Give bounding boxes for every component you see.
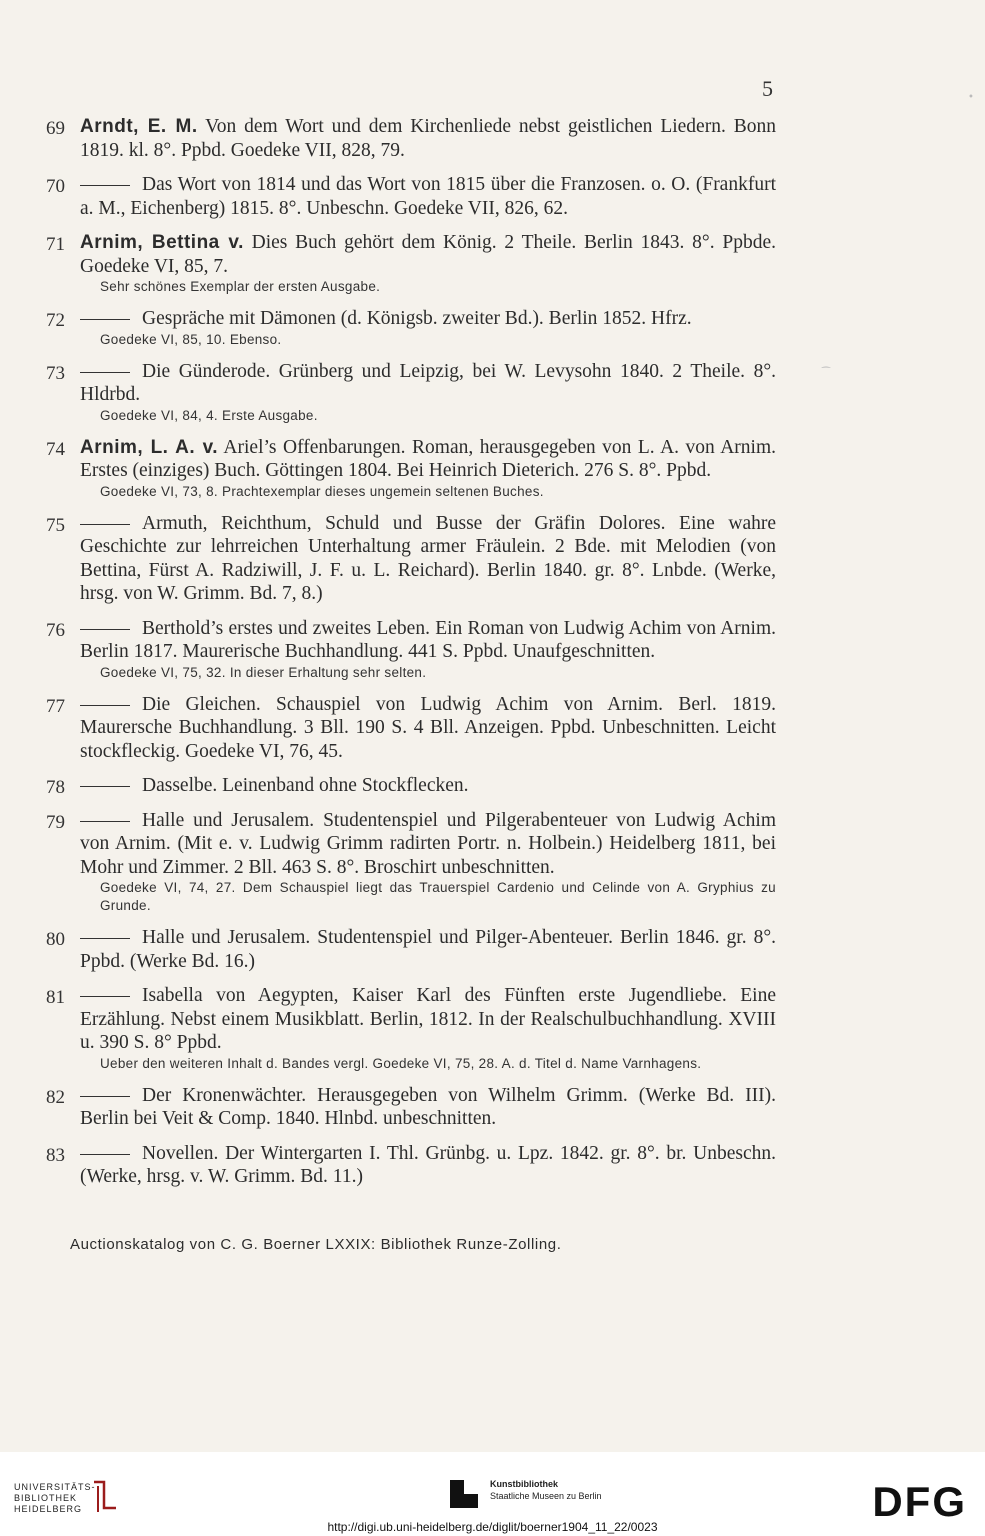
ditto-dash [80,372,130,373]
entry-text: Berthold’s erstes und zweites Leben. Ein Roman von Ludwig Achim von Arnim. Berlin 1817. Maurerische Buchhandlung. 441 S. Ppbd. Unaufgeschnitten. [80,617,776,662]
entry-number: 71 [46,234,65,255]
catalog-entry [46,1142,776,1189]
entry-text: Ariel’s Offenbarungen. Roman, herausgegeben von L. A. von Arnim. Erstes (einziges) Buch. Göttingen 1804. Bei Heinrich Dieterich. 276 S. 8°. Ppbd. [80,436,776,481]
ditto-dash [80,1154,130,1155]
catalog-entry [46,115,776,162]
entry-note: Sehr schönes Exemplar der ersten Ausgabe. [100,279,381,294]
entry-text: Gespräche mit Dämonen (d. Königsb. zweiter Bd.). Berlin 1852. Hfrz. [142,308,692,329]
catalog-entry [46,307,776,349]
entry-note: Goedeke VI, 84, 4. Erste Ausgabe. [100,407,318,423]
catalog-entry [46,774,776,798]
entry-number: 83 [46,1144,65,1166]
catalog-entry [46,512,776,606]
entry-text: Armuth, Reichthum, Schuld und Busse der Gräfin Dolores. Eine wahre Geschichte zur lehrreichen Unterhaltung armer Fräulein. 2 Bde. mit Melodien (von Bettina, Fürst A. Radziwill, J. F. u. L. Reichard). Berlin 1840. gr. 8°. Lnbde. (Werke, hrsg. von W. Grimm. Bd. 7, 8.) [80,512,776,604]
entry-text: Halle und Jerusalem. Studentenspiel und Pilgerabenteuer von Ludwig Achim von Arnim. (Mit e. v. Ludwig Grimm radirten Portr. n. Holbein.) Heidelberg 1811, bei Mohr und Zimmer. 2 Bll. 463 S. 8°. Broschirt unbeschnitten. [80,809,776,878]
entry-text: Die Günderode. Grünberg und Leipzig, bei W. Levysohn 1840. 2 Theile. 8°. Hldrbd. [80,360,776,405]
entry-number: 75 [46,514,65,536]
catalog-footer: Auctionskatalog von C. G. Boerner LXXIX: Bibliothek Runze-Zolling. [70,1236,562,1253]
entry-author: Arnim, Bettina v. [80,232,244,253]
entry-note: Ueber den weiteren Inhalt d. Bandes vergl. Goedeke VI, 75, 28. A. d. Titel d. Name Varnhagens. [100,1055,702,1071]
catalog-entry [46,360,776,425]
catalog-entry [46,984,776,1073]
entry-text: Das Wort von 1814 und das Wort von 1815 über die Franzosen. o. O. (Frankfurt a. M., Eichenberg) 1815. 8°. Unbeschn. Goedeke VII, 826, 62. [80,174,776,219]
entry-note: Goedeke VI, 74, 27. Dem Schauspiel liegt das Trauerspiel Cardenio und Celinde von A. Gryphius zu Grunde. [100,880,776,913]
ditto-dash [80,1096,130,1097]
entry-text: Isabella von Aegypten, Kaiser Karl des Fünften erste Jugendliebe. Eine Erzählung. Nebst einem Musikblatt. Berlin, 1812. In der Realschulbuchhandlung. XVIII u. 390 S. 8° Ppbd. [80,985,776,1053]
entry-text: Der Kronenwächter. Herausgegeben von Wilhelm Grimm. (Werke Bd. III). Berlin bei Veit & Comp. 1840. Hlnbd. unbeschnitten. [80,1084,776,1129]
ditto-dash [80,938,130,939]
entry-number: 72 [46,310,65,331]
entry-text: Halle und Jerusalem. Studentenspiel und Pilger-Abenteuer. Berlin 1846. gr. 8°. Ppbd. (Werke Bd. 16.) [80,927,776,972]
entry-number: 82 [46,1086,65,1108]
entry-author: Arndt, E. M. [80,116,198,137]
ditto-dash [80,319,130,320]
entry-number: 77 [46,695,65,717]
ditto-dash [80,821,130,822]
entry-number: 76 [46,619,65,641]
dfg-logo: DFG [872,1478,967,1525]
university-library-label: UNIVERSITÄTS- BIBLIOTHEK HEIDELBERG [14,1482,96,1514]
catalog-entry [46,617,776,682]
entry-text: Dasselbe. Leinenband ohne Stockflecken. [142,775,469,796]
ditto-dash [80,996,130,997]
catalog-entry [46,693,776,764]
entry-number: 81 [46,987,65,1008]
entry-text: Novellen. Der Wintergarten I. Thl. Grünbg. u. Lpz. 1842. gr. 8°. br. Unbeschn. (Werke, hrsg. v. W. Grimm. Bd. 11.) [80,1142,776,1187]
university-logo-icon [90,1478,120,1514]
catalog-entries [46,115,776,1200]
catalog-entry [46,231,776,296]
ditto-dash [80,185,130,186]
catalog-entry [46,1084,776,1131]
entry-number: 74 [46,438,65,460]
entry-number: 80 [46,929,65,950]
catalog-entry [46,436,776,501]
entry-note: Goedeke VI, 85, 10. Ebenso. [100,331,282,347]
entry-author: Arnim, L. A. v. [80,436,218,458]
entry-number: 69 [46,118,65,139]
entry-number: 78 [46,777,65,798]
entry-number: 79 [46,811,65,833]
catalog-entry [46,926,776,973]
kunstbibliothek-logo-icon [448,1478,482,1512]
ditto-dash [80,629,130,630]
ditto-dash [80,786,130,787]
permalink-url[interactable]: http://digi.ub.uni-heidelberg.de/diglit/boerner1904_11_22/0023 [327,1520,658,1534]
entry-text: Von dem Wort und dem Kirchenliede nebst geistlichen Liedern. Bonn 1819. kl. 8°. Ppbd. Goedeke VII, 828, 79. [80,116,776,161]
page-number: 5 [762,76,773,101]
ditto-dash [80,524,130,525]
entry-note: Goedeke VI, 75, 32. In dieser Erhaltung sehr selten. [100,664,427,680]
scan-speck: • [968,92,974,103]
scan-speck: ⁀ [822,368,831,379]
catalog-entry [46,809,776,916]
entry-text: Die Gleichen. Schauspiel von Ludwig Achim von Arnim. Berl. 1819. Maurersche Buchhandlung. 3 Bll. 190 S. 4 Bll. Anzeigen. Ppbd. Unbeschnitten. Leicht stockfleckig. Goedeke VI, 76, 45. [80,693,776,762]
kunstbibliothek-label: Kunstbibliothek Staatliche Museen zu Berlin [490,1479,602,1501]
entry-text: Dies Buch gehört dem König. 2 Theile. Berlin 1843. 8°. Ppbde. Goedeke VI, 85, 7. [80,232,776,277]
ditto-dash [80,705,130,706]
entry-number: 70 [46,176,65,197]
entry-number: 73 [46,362,65,384]
catalog-entry [46,173,776,220]
entry-note: Goedeke VI, 73, 8. Prachtexemplar dieses ungemein seltenen Buches. [100,483,544,499]
